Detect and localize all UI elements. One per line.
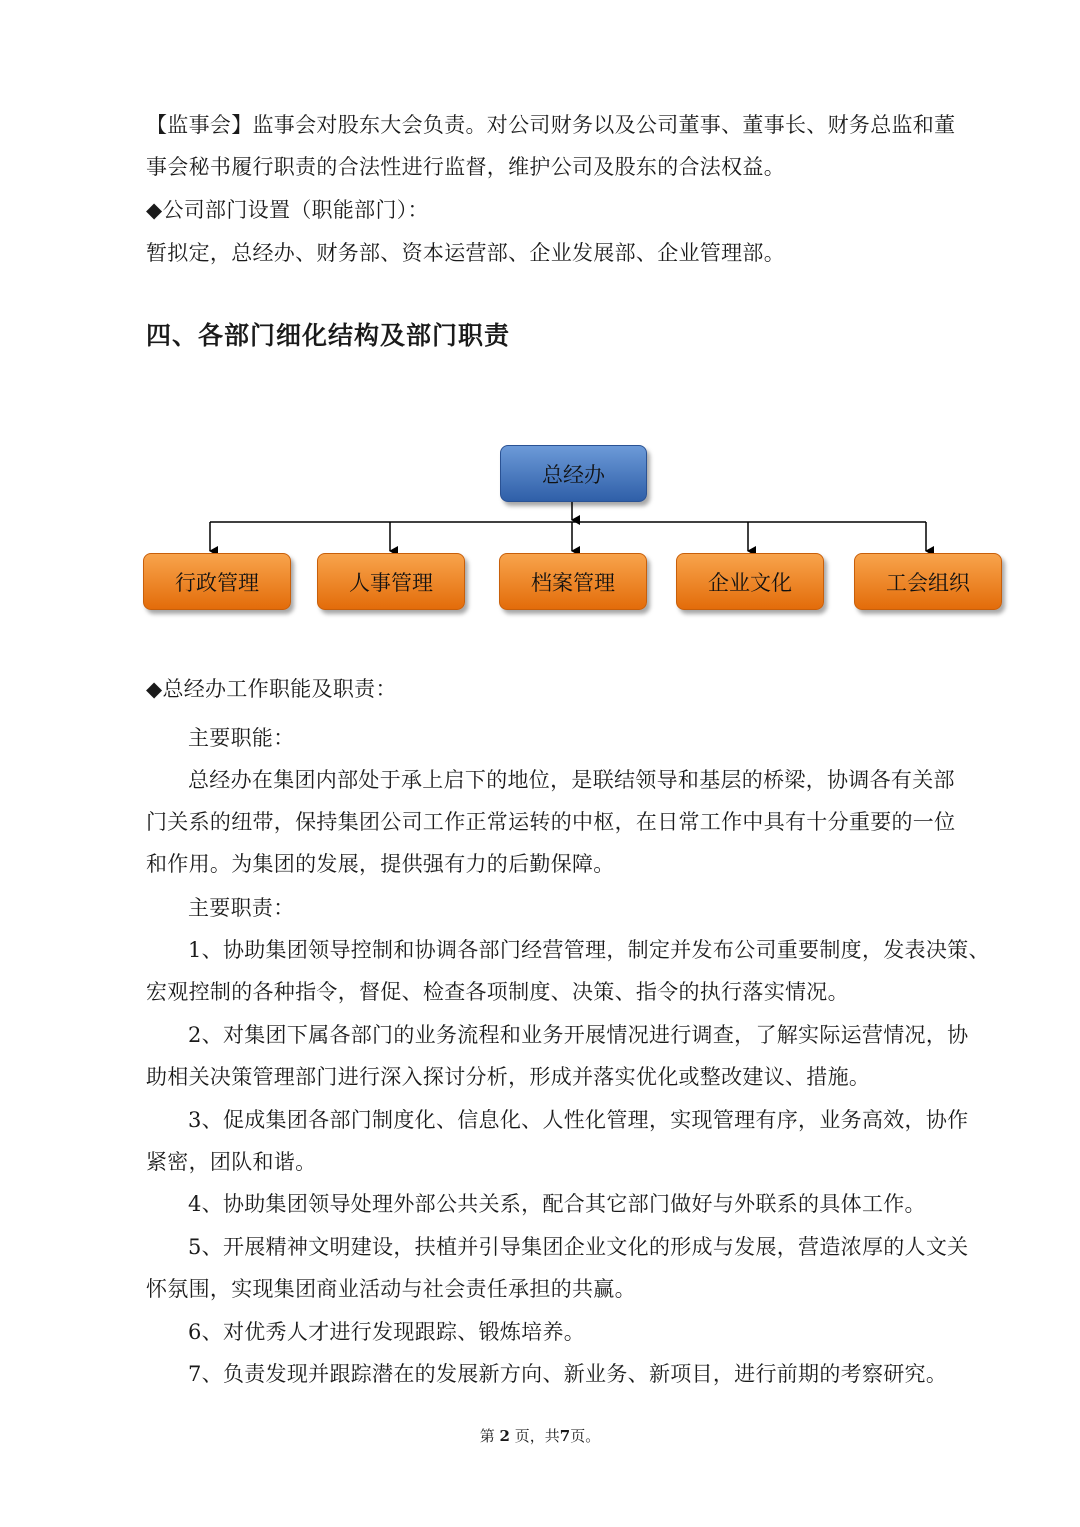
functions-line-3: 和作用。为集团的发展，提供强有力的后勤保障。 [146,852,615,876]
responsibility-6: 6、对优秀人才进行发现跟踪、锻炼培养。 [188,1320,586,1344]
org-node-root: 总经办 [500,445,647,502]
org-node-admin: 行政管理 [143,553,291,610]
responsibility-5-line-1: 5、开展精神文明建设，扶植并引导集团企业文化的形成与发展，营造浓厚的人文关 [188,1235,969,1259]
org-node-culture: 企业文化 [676,553,824,610]
org-node-archives: 档案管理 [499,553,647,610]
footer-suffix: 页。 [570,1427,601,1445]
footer-prefix: 第 [479,1427,495,1445]
functions-line-1: 总经办在集团内部处于承上启下的地位，是联结领导和基层的桥梁，协调各有关部 [188,768,955,792]
duties-title: ◆总经办工作职能及职责： [146,677,397,701]
department-setup-label: ◆公司部门设置（职能部门）： [146,198,429,222]
page-footer [0,1425,1080,1447]
footer-page-number: 2 [499,1427,510,1445]
section-heading: 四、各部门细化结构及部门职责 [146,321,511,350]
responsibility-2-line-2: 助相关决策管理部门进行深入探讨分析，形成并落实优化或整改建议、措施。 [146,1065,871,1089]
responsibility-5-line-2: 怀氛围，实现集团商业活动与社会责任承担的共赢。 [146,1277,636,1301]
responsibility-3-line-1: 3、促成集团各部门制度化、信息化、人性化管理，实现管理有序，业务高效，协作 [188,1108,969,1132]
paragraph-supervisory-line2: 事会秘书履行职责的合法性进行监督，维护公司及股东的合法权益。 [146,155,785,179]
department-setup-text: 暂拟定，总经办、财务部、资本运营部、企业发展部、企业管理部。 [146,241,785,265]
responsibility-2-line-1: 2、对集团下属各部门的业务流程和业务开展情况进行调查，了解实际运营情况，协 [188,1023,969,1047]
responsibility-1-line-2: 宏观控制的各种指令，督促、检查各项制度、决策、指令的执行落实情况。 [146,980,849,1004]
functions-line-2: 门关系的纽带，保持集团公司工作正常运转的中枢，在日常工作中具有十分重要的一位 [146,810,956,834]
responsibility-4: 4、协助集团领导处理外部公共关系，配合其它部门做好与外联系的具体工作。 [188,1192,926,1216]
paragraph-supervisory-line1: 【监事会】监事会对股东大会负责。对公司财务以及公司董事、董事长、财务总监和董 [146,113,956,137]
responsibilities-label: 主要职责： [188,896,295,920]
footer-total-pages: 7 [559,1427,571,1445]
functions-label: 主要职能： [188,726,295,750]
org-node-hr: 人事管理 [317,553,465,610]
responsibility-3-line-2: 紧密，团队和谐。 [146,1150,317,1174]
responsibility-1-line-1: 1、协助集团领导控制和协调各部门经营管理，制定并发布公司重要制度，发表决策、 [188,938,990,962]
responsibility-7: 7、负责发现并跟踪潜在的发展新方向、新业务、新项目，进行前期的考察研究。 [188,1362,948,1386]
footer-middle: 页，共 [514,1427,560,1445]
org-node-union: 工会组织 [854,553,1002,610]
